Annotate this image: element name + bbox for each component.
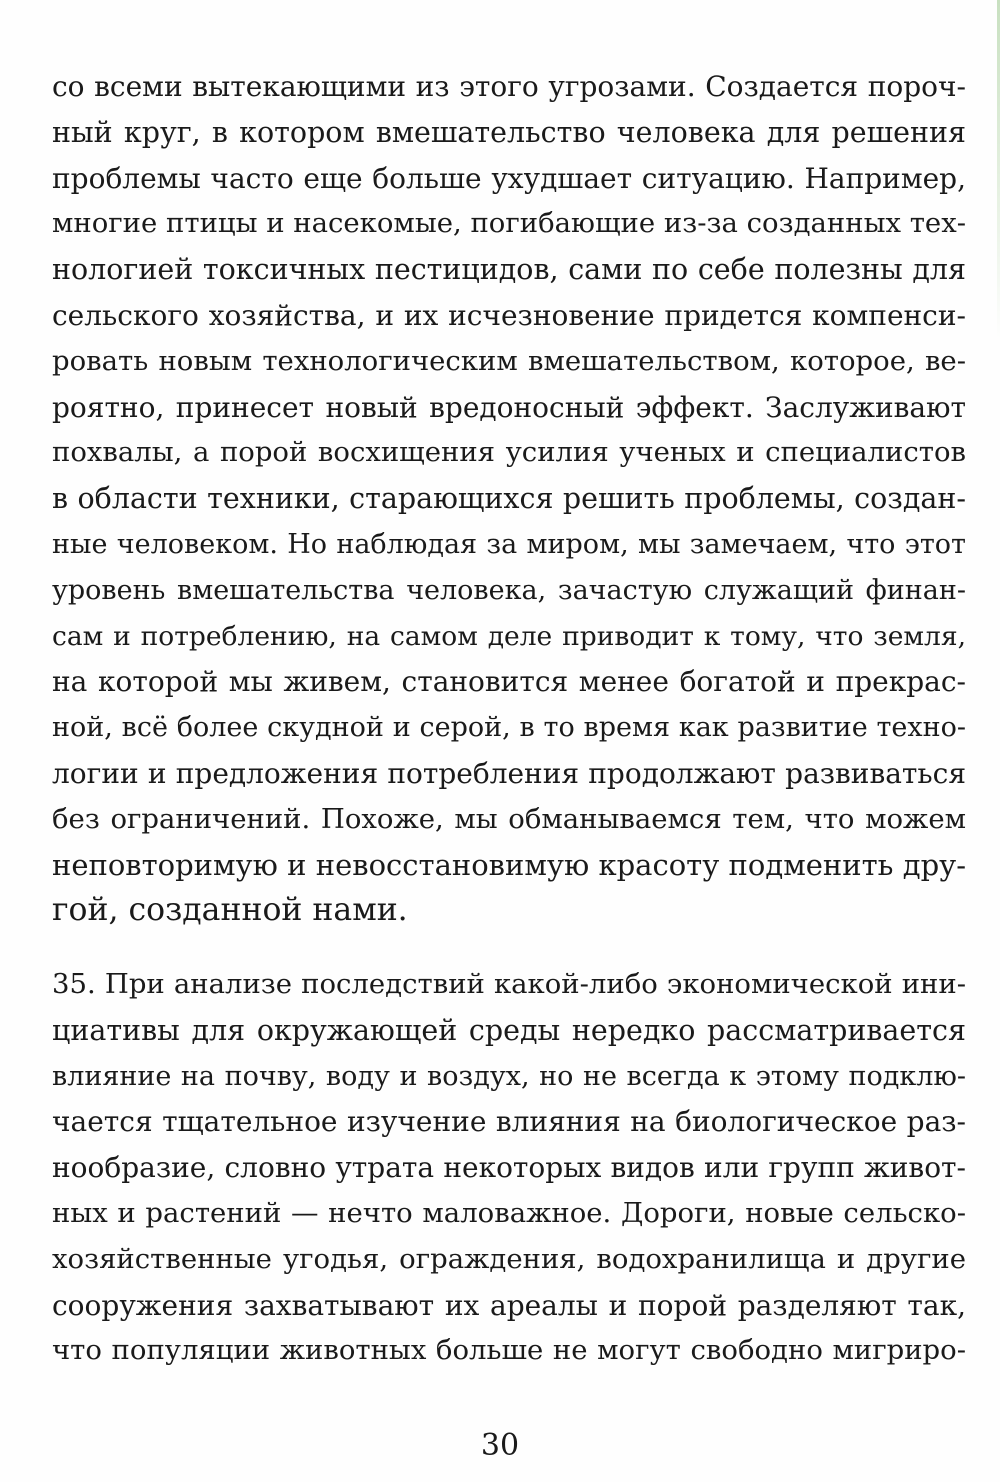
text-line: похвалы, а порой восхищения усилия ученых и специалистов	[52, 436, 966, 469]
text-line: со всеми вытекающими из этого угрозами. Создается пороч-	[52, 70, 966, 103]
text-line: нообразие, словно утрата некоторых видов или групп живот-	[52, 1151, 966, 1185]
text-line: ных и растений — нечто маловажное. Дороги, новые сельско-	[52, 1196, 966, 1229]
text-line: проблемы часто еще больше ухудшает ситуацию. Например,	[52, 161, 966, 195]
text-line: на которой мы живем, становится менее богатой и прекрас-	[52, 665, 966, 699]
text-line: нологией токсичных пестицидов, сами по себе полезны для	[52, 253, 966, 287]
text-line: сам и потреблению, на самом деле приводит к тому, что земля,	[52, 620, 966, 652]
paragraph-continued	[52, 64, 966, 934]
text-line: уровень вмешательства человека, зачастую служащий финан-	[52, 574, 966, 606]
text-line: чается тщательное изучение влияния на биологическое раз-	[52, 1105, 966, 1139]
text-line: что популяции животных больше не могут свободно мигриро-	[52, 1334, 966, 1367]
page-number: 30	[480, 1428, 520, 1463]
text-line: ные человеком. Но наблюдая за миром, мы замечаем, что этот	[52, 528, 966, 560]
text-line: сельского хозяйства, и их исчезновение придется компенси-	[52, 298, 966, 332]
text-line: ной, всё более скудной и серой, в то время как развитие техно-	[52, 712, 966, 744]
text-line: роятно, принесет новый вредоносный эффект. Заслуживают	[52, 390, 966, 424]
text-line: циативы для окружающей среды нередко рассматривается	[52, 1013, 966, 1047]
paragraph-35	[52, 962, 966, 1374]
text-line: многие птицы и насекомые, погибающие из-за созданных тех-	[52, 207, 966, 240]
text-line: сооружения захватывают их ареалы и порой разделяют так,	[52, 1288, 966, 1322]
text-line: ровать новым технологическим вмешательством, которое, ве-	[52, 344, 966, 377]
text-line: неповторимую и невосстановимую красоту подменить дру-	[52, 847, 966, 882]
text-line: без ограничений. Похоже, мы обманываемся тем, что можем	[52, 802, 966, 835]
text-line: 35. При анализе последствий какой-либо экономической ини-	[52, 968, 966, 1000]
text-line: хозяйственные угодья, ограждения, водохранилища и другие	[52, 1242, 966, 1275]
text-line: влияние на почву, воду и воздух, но не всегда к этому подклю-	[52, 1060, 966, 1092]
text-line: гой, созданной нами.	[52, 892, 408, 929]
text-line: в области техники, старающихся решить проблемы, создан-	[52, 482, 966, 516]
text-line: логии и предложения потребления продолжают развиваться	[52, 756, 966, 790]
text-line: ный круг, в котором вмешательство человека для решения	[52, 115, 966, 149]
